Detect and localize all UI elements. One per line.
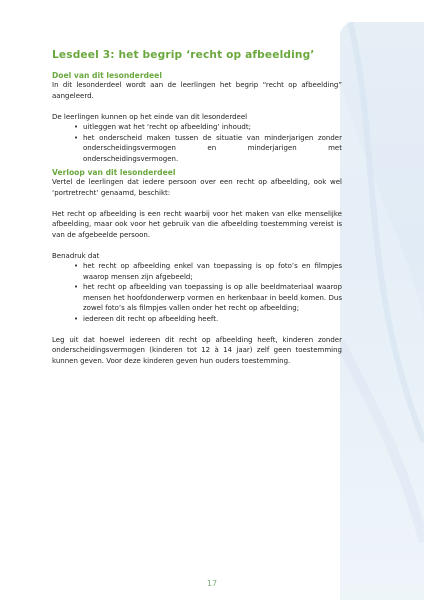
list-item	[74, 122, 342, 133]
course-heading: Verloop van dit lesonderdeel	[52, 168, 176, 177]
list-item-text: iedereen dit recht op afbeelding heeft.	[83, 314, 219, 323]
bullet-icon: •	[74, 314, 79, 323]
course-text-2: Het recht op afbeelding is een recht waarbij voor het maken van elke menselijke afbeelding, maar ook voor het gebruik van die afbeelding toestemming vereist is van de afgebeelde persoon.	[52, 209, 342, 239]
decorative-sidebar	[340, 22, 424, 600]
bullet-icon: •	[74, 133, 79, 142]
sidebar-swirl-graphic	[340, 22, 424, 600]
end-bullet-list	[52, 122, 342, 164]
list-item	[74, 261, 342, 282]
lesson-title: Lesdeel 3: het begrip ‘recht op afbeelding’	[52, 49, 315, 61]
end-intro: De leerlingen kunnen op het einde van dit lesonderdeel	[52, 112, 248, 121]
emphasize-intro: Benadruk dat	[52, 251, 100, 260]
list-item-text: het recht op afbeelding van toepassing is op alle beeldmateriaal waarop mensen het hoofdonderwerp vormen en herkenbaar in beeld komen. Dus zowel foto’s als filmpjes vallen onder het recht op afbeelding;	[83, 283, 342, 312]
bullet-icon: •	[74, 283, 79, 291]
list-item-text: het recht op afbeelding enkel van toepassing is op foto’s en filmpjes waarop mensen zijn afgebeeld;	[83, 262, 342, 281]
list-item	[74, 314, 342, 325]
goal-text: In dit lesonderdeel wordt aan de leerlingen het begrip “recht op afbeelding” aangeleerd.	[52, 81, 342, 100]
bullet-icon: •	[74, 262, 79, 270]
page-number: 17	[206, 579, 218, 588]
goal-heading: Doel van dit lesonderdeel	[52, 71, 162, 80]
course-text-1: Vertel de leerlingen dat iedere persoon over een recht op afbeelding, ook wel ‘portretrecht’ genaamd, beschikt:	[52, 178, 342, 197]
list-item	[74, 282, 342, 314]
bullet-icon: •	[74, 123, 79, 131]
closing-text: Leg uit dat hoewel iedereen dit recht op afbeelding heeft, kinderen zonder onderscheidingsvermogen (kinderen tot 12 à 14 jaar) zelf geen toestemming kunnen geven. Voor deze kinderen geven hun ouders toestemming.	[52, 335, 342, 365]
list-item	[74, 133, 342, 165]
emphasize-bullet-list	[52, 261, 342, 324]
document-body	[52, 49, 342, 366]
list-item-text: uitleggen wat het ‘recht op afbeelding’ inhoudt;	[83, 123, 251, 131]
list-item-text: het onderscheid maken tussen de situatie van minderjarigen zonder onderscheidingsvermogen en minderjarigen met onderscheidingsvermogen.	[83, 133, 342, 163]
